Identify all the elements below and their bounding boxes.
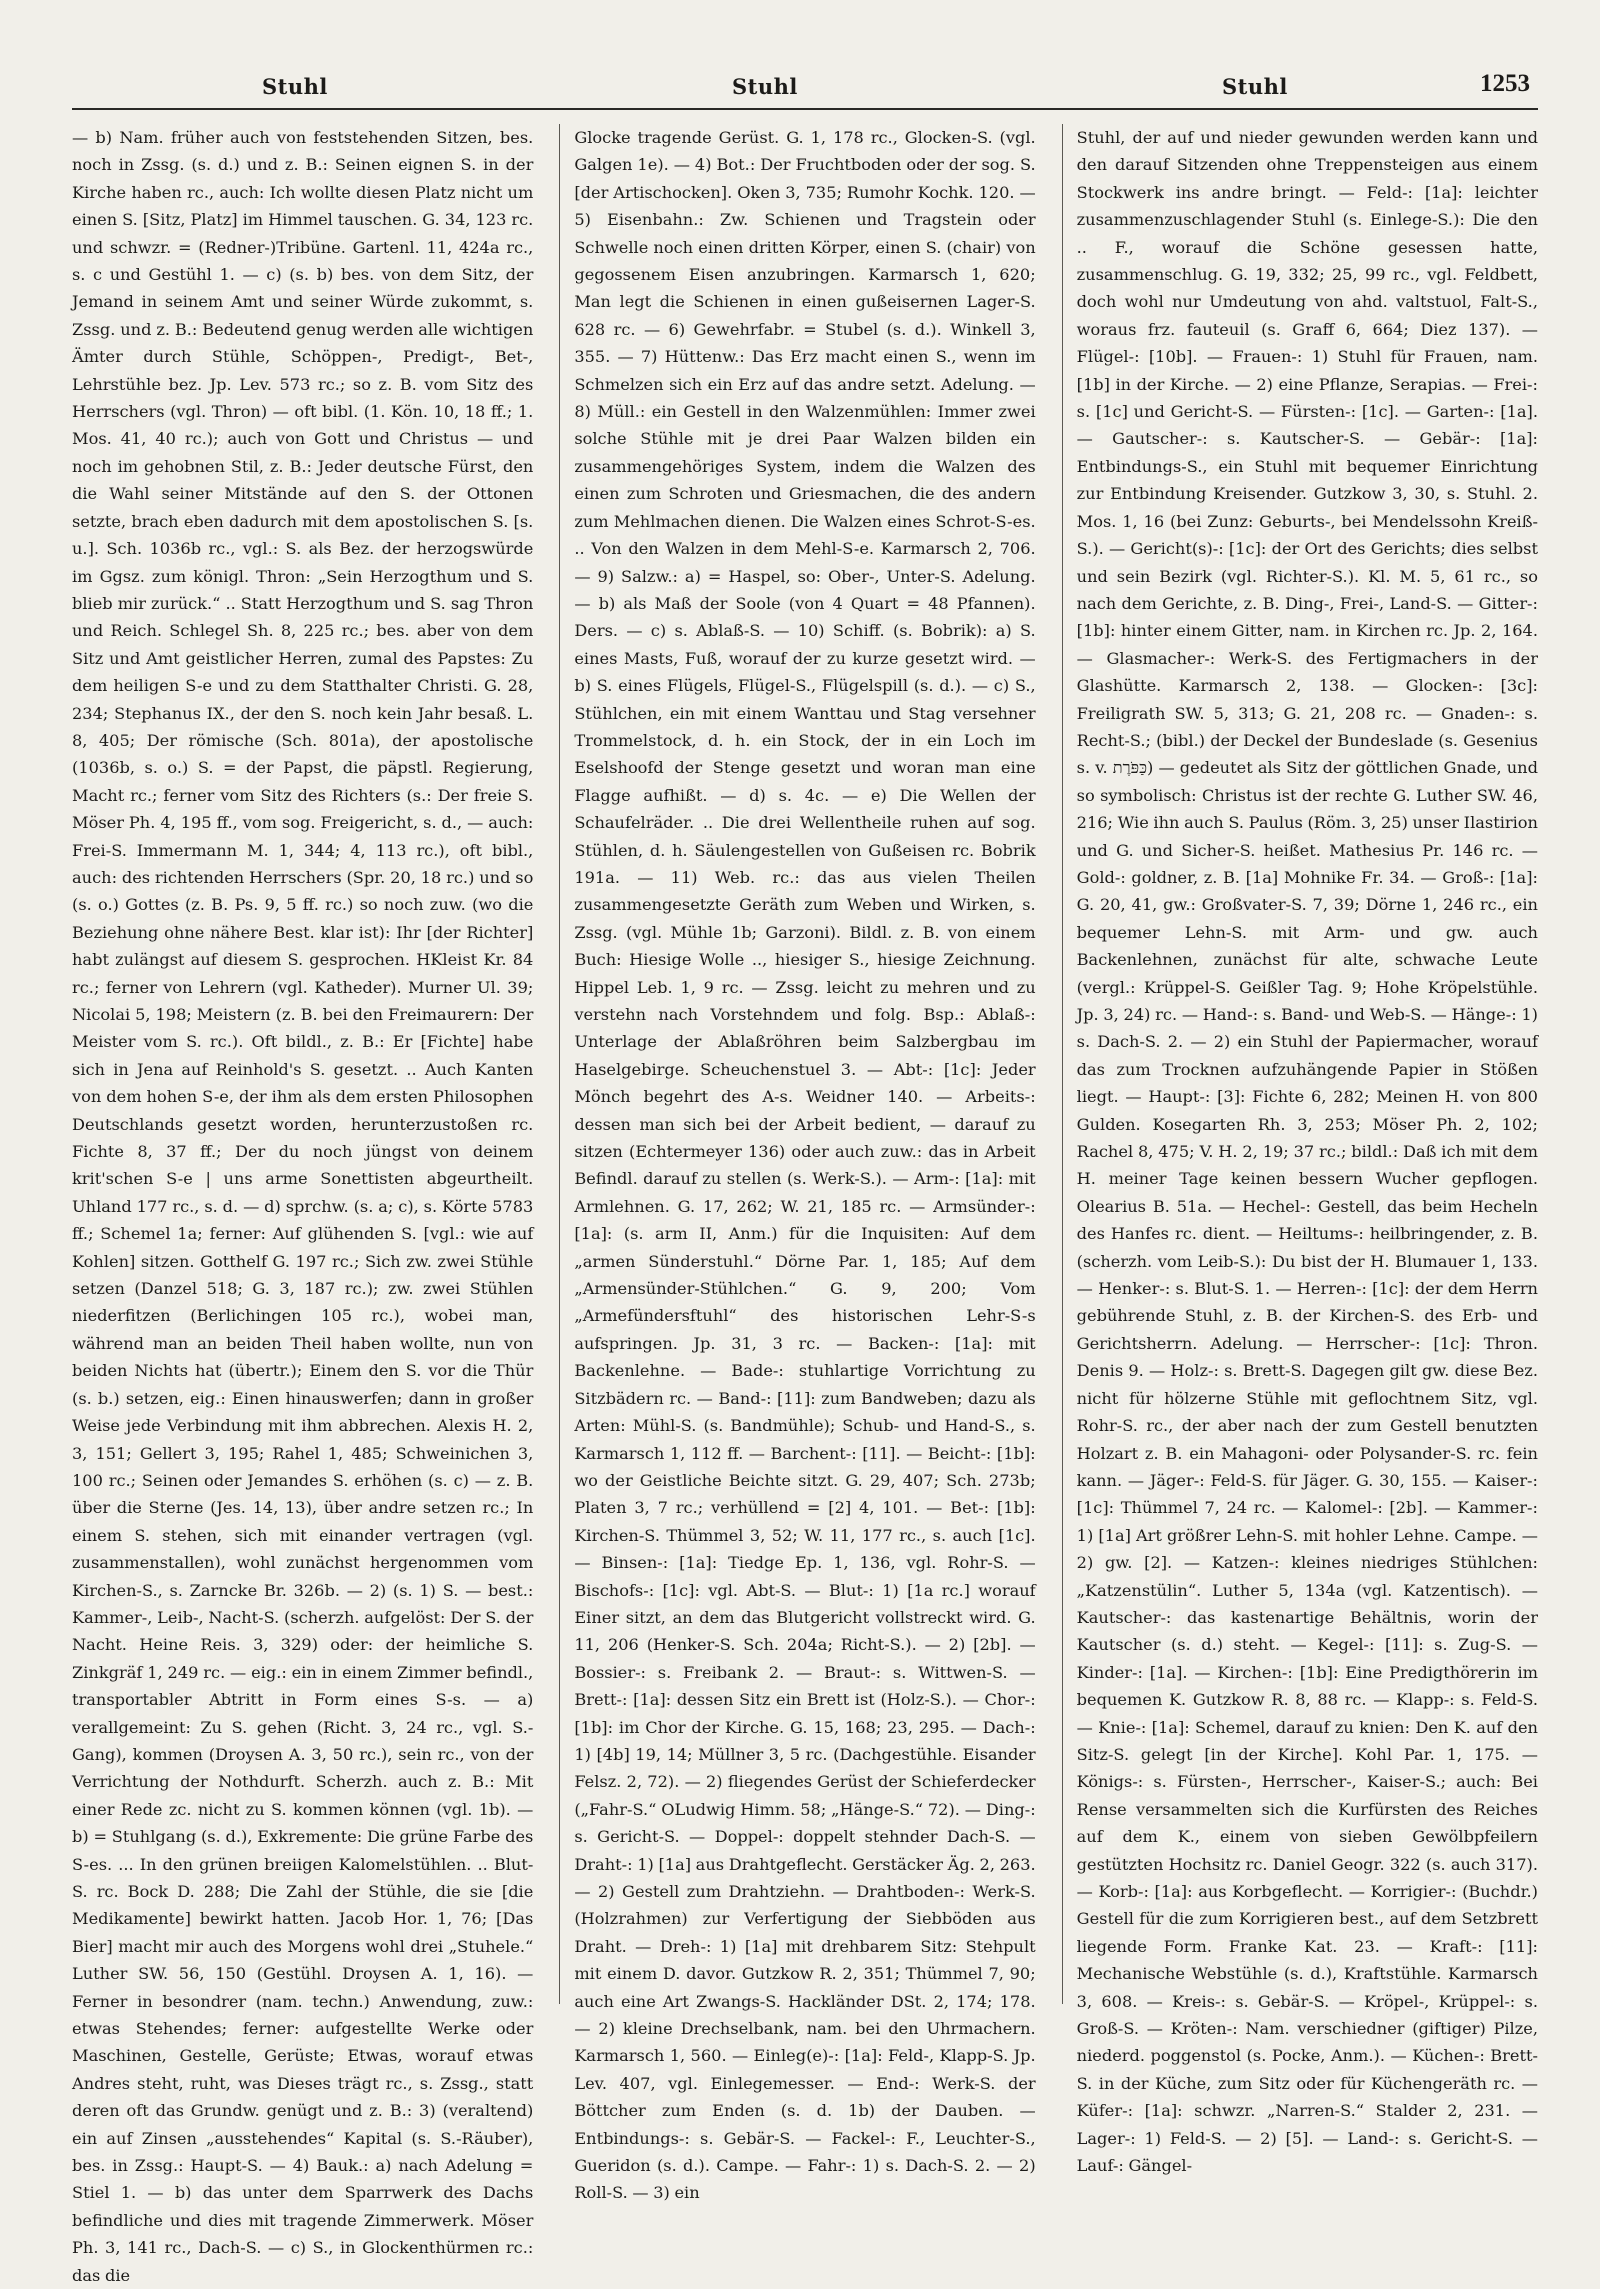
text-columns: [72, 124, 1538, 2285]
page-header: [72, 68, 1538, 110]
column-left: [72, 124, 534, 2285]
running-head-left: Stuhl: [262, 74, 328, 99]
column-middle-text: Glocke tragende Gerüst. G. 1, 178 rc., Glocken-S. (vgl. Galgen 1e). — 4) Bot.: Der Fruchtboden oder der sog. S. [der Artischocken]. Oken 3, 735; Rumohr Kochk. 120. — 5) Eisenbahn.: Zw. Schienen und Tragstein oder Schwelle noch einen dritten Körper, einen S. (chair) von gegossenem Eisen anzubringen. Karmarsch 1, 620; Man legt die Schienen in einen gußeisernen Lager-S. 628 rc. — 6) Gewehrfabr. = Stubel (s. d.). Winkell 3, 355. — 7) Hüttenw.: Das Erz macht einen S., wenn im Schmelzen sich ein Erz auf das andre setzt. Adelung. — 8) Müll.: ein Gestell in den Walzenmühlen: Immer zwei solche Stühle mit je drei Paar Walzen bilden ein zusammengehöriges System, indem die Walzen des einen zum Schroten und Griesmachen, die des andern zum Mehlmachen dienen. Die Walzen eines Schrot-S-es. .. Von den Walzen in dem Mehl-S-e. Karmarsch 2, 706. — 9) Salzw.: a) = Haspel, so: Ober-, Unter-S. Adelung. — b) als Maß der Soole (von 4 Quart = 48 Pfannen). Ders. — c) s. Ablaß-S. — 10) Schiff. (s. Bobrik): a) S. eines Masts, Fuß, worauf der zu kurze gesetzt wird. — b) S. eines Flügels, Flügel-S., Flügelspill (s. d.). — c) S., Stühlchen, ein mit einem Wanttau und Stag versehner Trommelstock, d. h. ein Stock, der in ein Loch im Eselshoofd der Stenge gesetzt und woran man eine Flagge aufhißt. — d) s. 4c. — e) Die Wellen der Schaufelräder. .. Die drei Wellentheile ruhen auf sog. Stühlen, d. h. Säulengestellen von Gußeisen rc. Bobrik 191a. — 11) Web. rc.: das aus vielen Theilen zusammengesetzte Geräth zum Weben und Wirken, s. Zssg. (vgl. Mühle 1b; Garzoni). Bildl. z. B. von einem Buch: Hiesige Wolle .., hiesiger S., hiesige Zeichnung. Hippel Leb. 1, 9 rc. — Zssg. leicht zu mehren und zu verstehn nach Vorstehndem und folg. Bsp.: Ablaß-: Unterlage der Ablaßröhren beim Salzbergbau im Haselgebirge. Scheuchenstuel 3. — Abt-: [1c]: Jeder Mönch begehrt des A-s. Weidner 140. — Arbeits-: dessen man sich bei der Arbeit bedient, — darauf zu sitzen (Echtermeyer 136) oder auch zuw.: das in Arbeit Befindl. darauf zu stellen (s. Werk-S.). — Arm-: [1a]: mit Armlehnen. G. 17, 262; W. 21, 185 rc. — Armsünder-: [1a]: (s. arm II, Anm.) für die Inquisiten: Auf dem „armen Sünderstuhl.“ Dörne Par. 1, 185; Auf dem „Armensünder-Stühlchen.“ G. 9, 200; Vom „Armefündersftuhl“ des historischen Lehr-S-s aufspringen. Jp. 31, 3 rc. — Backen-: [1a]: mit Backenlehne. — Bade-: stuhlartige Vorrichtung zu Sitzbädern rc. — Band-: [11]: zum Bandweben; dazu als Arten: Mühl-S. (s. Bandmühle); Schub- und Hand-S., s. Karmarsch 1, 112 ff. — Barchent-: [11]. — Beicht-: [1b]: wo der Geistliche Beichte sitzt. G. 29, 407; Sch. 273b; Platen 3, 7 rc.; verhüllend = [2] 4, 101. — Bet-: [1b]: Kirchen-S. Thümmel 3, 52; W. 11, 177 rc., s. auch [1c]. — Binsen-: [1a]: Tiedge Ep. 1, 136, vgl. Rohr-S. — Bischofs-: [1c]: vgl. Abt-S. — Blut-: 1) [1a rc.] worauf Einer sitzt, an dem das Blutgericht vollstreckt wird. G. 11, 206 (Henker-S. Sch. 204a; Richt-S.). — 2) [2b]. — Bossier-: s. Freibank 2. — Braut-: s. Wittwen-S. — Brett-: [1a]: dessen Sitz ein Brett ist (Holz-S.). — Chor-: [1b]: im Chor der Kirche. G. 15, 168; 23, 295. — Dach-: 1) [4b] 19, 14; Müllner 3, 5 rc. (Dachgestühle. Eisander Felsz. 2, 72). — 2) fliegendes Gerüst der Schieferdecker („Fahr-S.“ OLudwig Himm. 58; „Hänge-S.“ 72). — Ding-: s. Gericht-S. — Doppel-: doppelt stehnder Dach-S. — Draht-: 1) [1a] aus Drahtgeflecht. Gerstäcker Äg. 2, 263. — 2) Gestell zum Drahtziehn. — Drahtboden-: Werk-S. (Holzrahmen) zur Verfertigung der Siebböden aus Draht. — Dreh-: 1) [1a] mit drehbarem Sitz: Stehpult mit einem D. davor. Gutzkow R. 2, 351; Thümmel 7, 90; auch eine Art Zwangs-S. Hackländer DSt. 2, 174; 178. — 2) kleine Drechselbank, nam. bei den Uhrmachern. Karmarsch 1, 560. — Einleg(e)-: [1a]: Feld-, Klapp-S. Jp. Lev. 407, vgl. Einlegemesser. — End-: Werk-S. der Böttcher zum Enden (s. d. 1b) der Dauben. — Entbindungs-: s. Gebär-S. — Fackel-: F., Leuchter-S., Gueridon (s. d.). Campe. — Fahr-: 1) s. Dach-S. 2. — 2) Roll-S. — 3) ein: [574, 128, 1036, 2203]
column-right: [1062, 124, 1538, 2176]
running-head-center: Stuhl: [732, 74, 798, 99]
column-left-text: — b) Nam. früher auch von feststehenden Sitzen, bes. noch in Zssg. (s. d.) und z. B.: Seinen eignen S. in der Kirche haben rc., auch: Ich wollte diesen Platz nicht um einen S. [Sitz, Platz] im Himmel tauschen. G. 34, 123 rc. und schwzr. = (Redner-)Tribüne. Gartenl. 11, 424a rc., s. c und Gestühl 1. — c) (s. b) bes. von dem Sitz, der Jemand in seinem Amt und seiner Würde zukommt, s. Zssg. und z. B.: Bedeutend genug werden alle wichtigen Ämter durch Stühle, Schöppen-, Predigt-, Bet-, Lehrstühle bez. Jp. Lev. 573 rc.; so z. B. vom Sitz des Herrschers (vgl. Thron) — oft bibl. (1. Kön. 10, 18 ff.; 1. Mos. 41, 40 rc.); auch von Gott und Christus — und noch im gehobnen Stil, z. B.: Jeder deutsche Fürst, den die Wahl seiner Mitstände auf den S. der Ottonen setzte, brach eben dadurch mit dem apostolischen S. [s. u.]. Sch. 1036b rc., vgl.: S. als Bez. der herzogswürde im Ggsz. zum königl. Thron: „Sein Herzogthum und S. blieb mir zurück.“ .. Statt Herzogthum und S. sag Thron und Reich. Schlegel Sh. 8, 225 rc.; bes. aber von dem Sitz und Amt geistlicher Herren, zumal des Papstes: Zu dem heiligen S-e und zu dem Statthalter Christi. G. 28, 234; Stephanus IX., der den S. noch kein Jahr besaß. L. 8, 405; Der römische (Sch. 801a), der apostolische (1036b, s. o.) S. = der Papst, die päpstl. Regierung, Macht rc.; ferner vom Sitz des Richters (s.: Der freie S. Möser Ph. 4, 195 ff., vom sog. Freigericht, s. d., — auch: Frei-S. Immermann M. 1, 344; 4, 113 rc.), oft bibl., auch: des richtenden Herrschers (Spr. 20, 18 rc.) und so (s. o.) Gottes (z. B. Ps. 9, 5 ff. rc.) so noch zuw. (wo die Beziehung ohne nähere Best. klar ist): Ihr [der Richter] habt zulängst auf diesem S. gesprochen. HKleist Kr. 84 rc.; ferner von Lehrern (vgl. Katheder). Murner Ul. 39; Nicolai 5, 198; Meistern (z. B. bei den Freimaurern: Der Meister vom S. rc.). Oft bildl., z. B.: Er [Fichte] habe sich in Jena auf Reinhold's S. gesetzt. .. Auch Kanten von dem hohen S-e, der ihm als dem ersten Philosophen Deutschlands gesetzt worden, herunterzustoßen rc. Fichte 8, 37 ff.; Der du noch jüngst von deinem krit'schen S-e | uns arme Sonettisten abgeurtheilt. Uhland 177 rc., s. d. — d) sprchw. (s. a; c), s. Körte 5783 ff.; Schemel 1a; ferner: Auf glühenden S. [vgl.: wie auf Kohlen] sitzen. Gotthelf G. 197 rc.; Sich zw. zwei Stühle setzen (Danzel 518; G. 3, 187 rc.); zw. zwei Stühlen niederfitzen (Berlichingen 105 rc.), wobei man, während man an beiden Theil haben wollte, nun von beiden Nichts hat (übertr.); Einem den S. vor die Thür (s. b.) setzen, eig.: Einen hinauswerfen; dann in großer Weise jede Verbindung mit ihm abbrechen. Alexis H. 2, 3, 151; Gellert 3, 195; Rahel 1, 485; Schweinichen 3, 100 rc.; Seinen oder Jemandes S. erhöhen (s. c) — z. B. über die Sterne (Jes. 14, 13), über andre setzen rc.; In einem S. stehen, sich mit einander vertragen (vgl. zusammenstallen), wohl zunächst hergenommen vom Kirchen-S., s. Zarncke Br. 326b. — 2) (s. 1) S. — best.: Kammer-, Leib-, Nacht-S. (scherzh. aufgelöst: Der S. der Nacht. Heine Reis. 3, 329) oder: der heimliche S. Zinkgräf 1, 249 rc. — eig.: ein in einem Zimmer befindl., transportabler Abtritt in Form eines S-s. — a) verallgemeint: Zu S. gehen (Richt. 3, 24 rc., vgl. S.-Gang), kommen (Droysen A. 3, 50 rc.), sein rc., von der Verrichtung der Nothdurft. Scherzh. auch z. B.: Mit einer Rede zc. nicht zu S. kommen können (vgl. 1b). — b) = Stuhlgang (s. d.), Exkremente: Die grüne Farbe des S-es. ... In den grünen breiigen Kalomelstühlen. .. Blut-S. rc. Bock D. 288; Die Zahl der Stühle, die sie [die Medikamente] bewirkt hatten. Jacob Hor. 1, 76; [Das Bier] macht mir auch des Morgens wohl drei „Stuhele.“ Luther SW. 56, 150 (Gestühl. Droysen A. 1, 16). — Ferner in besondrer (nam. techn.) Anwendung, zuw.: etwas Stehendes; ferner: aufgestellte Werke oder Maschinen, Gestelle, Gerüste; Etwas, worauf etwas Andres steht, ruht, was Dieses trägt rc., s. Zssg., statt deren oft das Grundw. genügt und z. B.: 3) (veraltend) ein auf Zinsen „ausstehendes“ Kapital (s. S.-Räuber), bes. in Zssg.: Haupt-S. — 4) Bauk.: a) nach Adelung = Stiel 1. — b) das unter dem Sparrwerk des Dachs befindliche und dies mit tragende Zimmerwerk. Möser Ph. 3, 141 rc., Dach-S. — c) S., in Glockenthürmen rc.: das die: [72, 128, 534, 2285]
page-number: 1253: [1480, 70, 1530, 97]
column-middle: [559, 124, 1036, 2203]
running-head-right: Stuhl: [1222, 74, 1288, 99]
column-right-text: Stuhl, der auf und nieder gewunden werden kann und den darauf Sitzenden ohne Treppensteigen aus einem Stockwerk ins andre bringt. — Feld-: [1a]: leichter zusammenzuschlagender Stuhl (s. Einlege-S.): Die den .. F., worauf die Schöne gesessen hatte, zusammenschlug. G. 19, 332; 25, 99 rc., vgl. Feldbett, doch wohl nur Umdeutung von ahd. valtstuol, Falt-S., woraus frz. fauteuil (s. Graff 6, 664; Diez 137). — Flügel-: [10b]. — Frauen-: 1) Stuhl für Frauen, nam. [1b] in der Kirche. — 2) eine Pflanze, Serapias. — Frei-: s. [1c] und Gericht-S. — Fürsten-: [1c]. — Garten-: [1a]. — Gautscher-: s. Kautscher-S. — Gebär-: [1a]: Entbindungs-S., ein Stuhl mit bequemer Einrichtung zur Entbindung Kreisender. Gutzkow 3, 30, s. Stuhl. 2. Mos. 1, 16 (bei Zunz: Geburts-, bei Mendelssohn Kreiß-S.). — Gericht(s)-: [1c]: der Ort des Gerichts; dies selbst und sein Bezirk (vgl. Richter-S.). Kl. M. 5, 61 rc., so nach dem Gerichte, z. B. Ding-, Frei-, Land-S. — Gitter-: [1b]: hinter einem Gitter, nam. in Kirchen rc. Jp. 2, 164. — Glasmacher-: Werk-S. des Fertigmachers in der Glashütte. Karmarsch 2, 138. — Glocken-: [3c]: Freiligrath SW. 5, 313; G. 21, 208 rc. — Gnaden-: s. Recht-S.; (bibl.) der Deckel der Bundeslade (s. Gesenius s. v. כַּפֹּרֶת) — gedeutet als Sitz der göttlichen Gnade, und so symbolisch: Christus ist der rechte G. Luther SW. 46, 216; Wie ihn auch S. Paulus (Röm. 3, 25) unser Ilastirion und G. und Sicher-S. heißet. Mathesius Pr. 146 rc. — Gold-: goldner, z. B. [1a] Mohnike Fr. 34. — Groß-: [1a]: G. 20, 41, gw.: Großvater-S. 7, 39; Dörne 1, 246 rc., ein bequemer Lehn-S. mit Arm- und gw. auch Backenlehnen, zunächst für alte, schwache Leute (vergl.: Krüppel-S. Geißler Tag. 9; Hohe Kröpelstühle. Jp. 3, 24) rc. — Hand-: s. Band- und Web-S. — Hänge-: 1) s. Dach-S. 2. — 2) ein Stuhl der Papiermacher, worauf das zum Trocknen aufzuhängende Papier in Stößen liegt. — Haupt-: [3]: Fichte 6, 282; Meinen H. von 800 Gulden. Kosegarten Rh. 3, 253; Möser Ph. 2, 102; Rachel 8, 475; V. H. 2, 19; 37 rc.; bildl.: Daß ich mit dem H. meiner Tage keinen bessern Wucher gepflogen. Olearius B. 51a. — Hechel-: Gestell, das beim Hecheln des Hanfes rc. dient. — Heiltums-: heilbringender, z. B. (scherzh. vom Leib-S.): Du bist der H. Blumauer 1, 133. — Henker-: s. Blut-S. 1. — Herren-: [1c]: der dem Herrn gebührende Stuhl, z. B. der Kirchen-S. des Erb- und Gerichtsherrn. Adelung. — Herrscher-: [1c]: Thron. Denis 9. — Holz-: s. Brett-S. Dagegen gilt gw. diese Bez. nicht für hölzerne Stühle mit geflochtnem Sitz, vgl. Rohr-S. rc., der aber nach der zum Gestell benutzten Holzart z. B. ein Mahagoni- oder Polysander-S. rc. fein kann. — Jäger-: Feld-S. für Jäger. G. 30, 155. — Kaiser-: [1c]: Thümmel 7, 24 rc. — Kalomel-: [2b]. — Kammer-: 1) [1a] Art größrer Lehn-S. mit hohler Lehne. Campe. — 2) gw. [2]. — Katzen-: kleines niedriges Stühlchen: „Katzenstülin“. Luther 5, 134a (vgl. Katzentisch). — Kautscher-: das kastenartige Behältnis, worin der Kautscher (s. d.) steht. — Kegel-: [11]: s. Zug-S. — Kinder-: [1a]. — Kirchen-: [1b]: Eine Predigthörerin im bequemen K. Gutzkow R. 8, 88 rc. — Klapp-: s. Feld-S. — Knie-: [1a]: Schemel, darauf zu knien: Den K. auf den Sitz-S. gelegt [in der Kirche]. Kohl Par. 1, 175. — Königs-: s. Fürsten-, Herrscher-, Kaiser-S.; auch: Bei Rense versammelten sich die Kurfürsten des Reiches auf dem K., einem von sieben Gewölbpfeilern gestützten Hochsitz rc. Daniel Geogr. 322 (s. auch 317). — Korb-: [1a]: aus Korbgeflecht. — Korrigier-: (Buchdr.) Gestell für die zum Korrigieren best., auf dem Setzbrett liegende Form. Franke Kat. 23. — Kraft-: [11]: Mechanische Webstühle (s. d.), Kraftstühle. Karmarsch 3, 608. — Kreis-: s. Gebär-S. — Kröpel-, Krüppel-: s. Groß-S. — Kröten-: Nam. verschiedner (giftiger) Pilze, niederd. poggenstol (s. Pocke, Anm.). — Küchen-: Brett-S. in der Küche, zum Sitz oder für Küchengeräth rc. — Küfer-: [1a]: schwzr. „Narren-S.“ Stalder 2, 231. — Lager-: 1) Feld-S. — 2) [5]. — Land-: s. Gericht-S. — Lauf-: Gängel-: [1076, 128, 1538, 2176]
